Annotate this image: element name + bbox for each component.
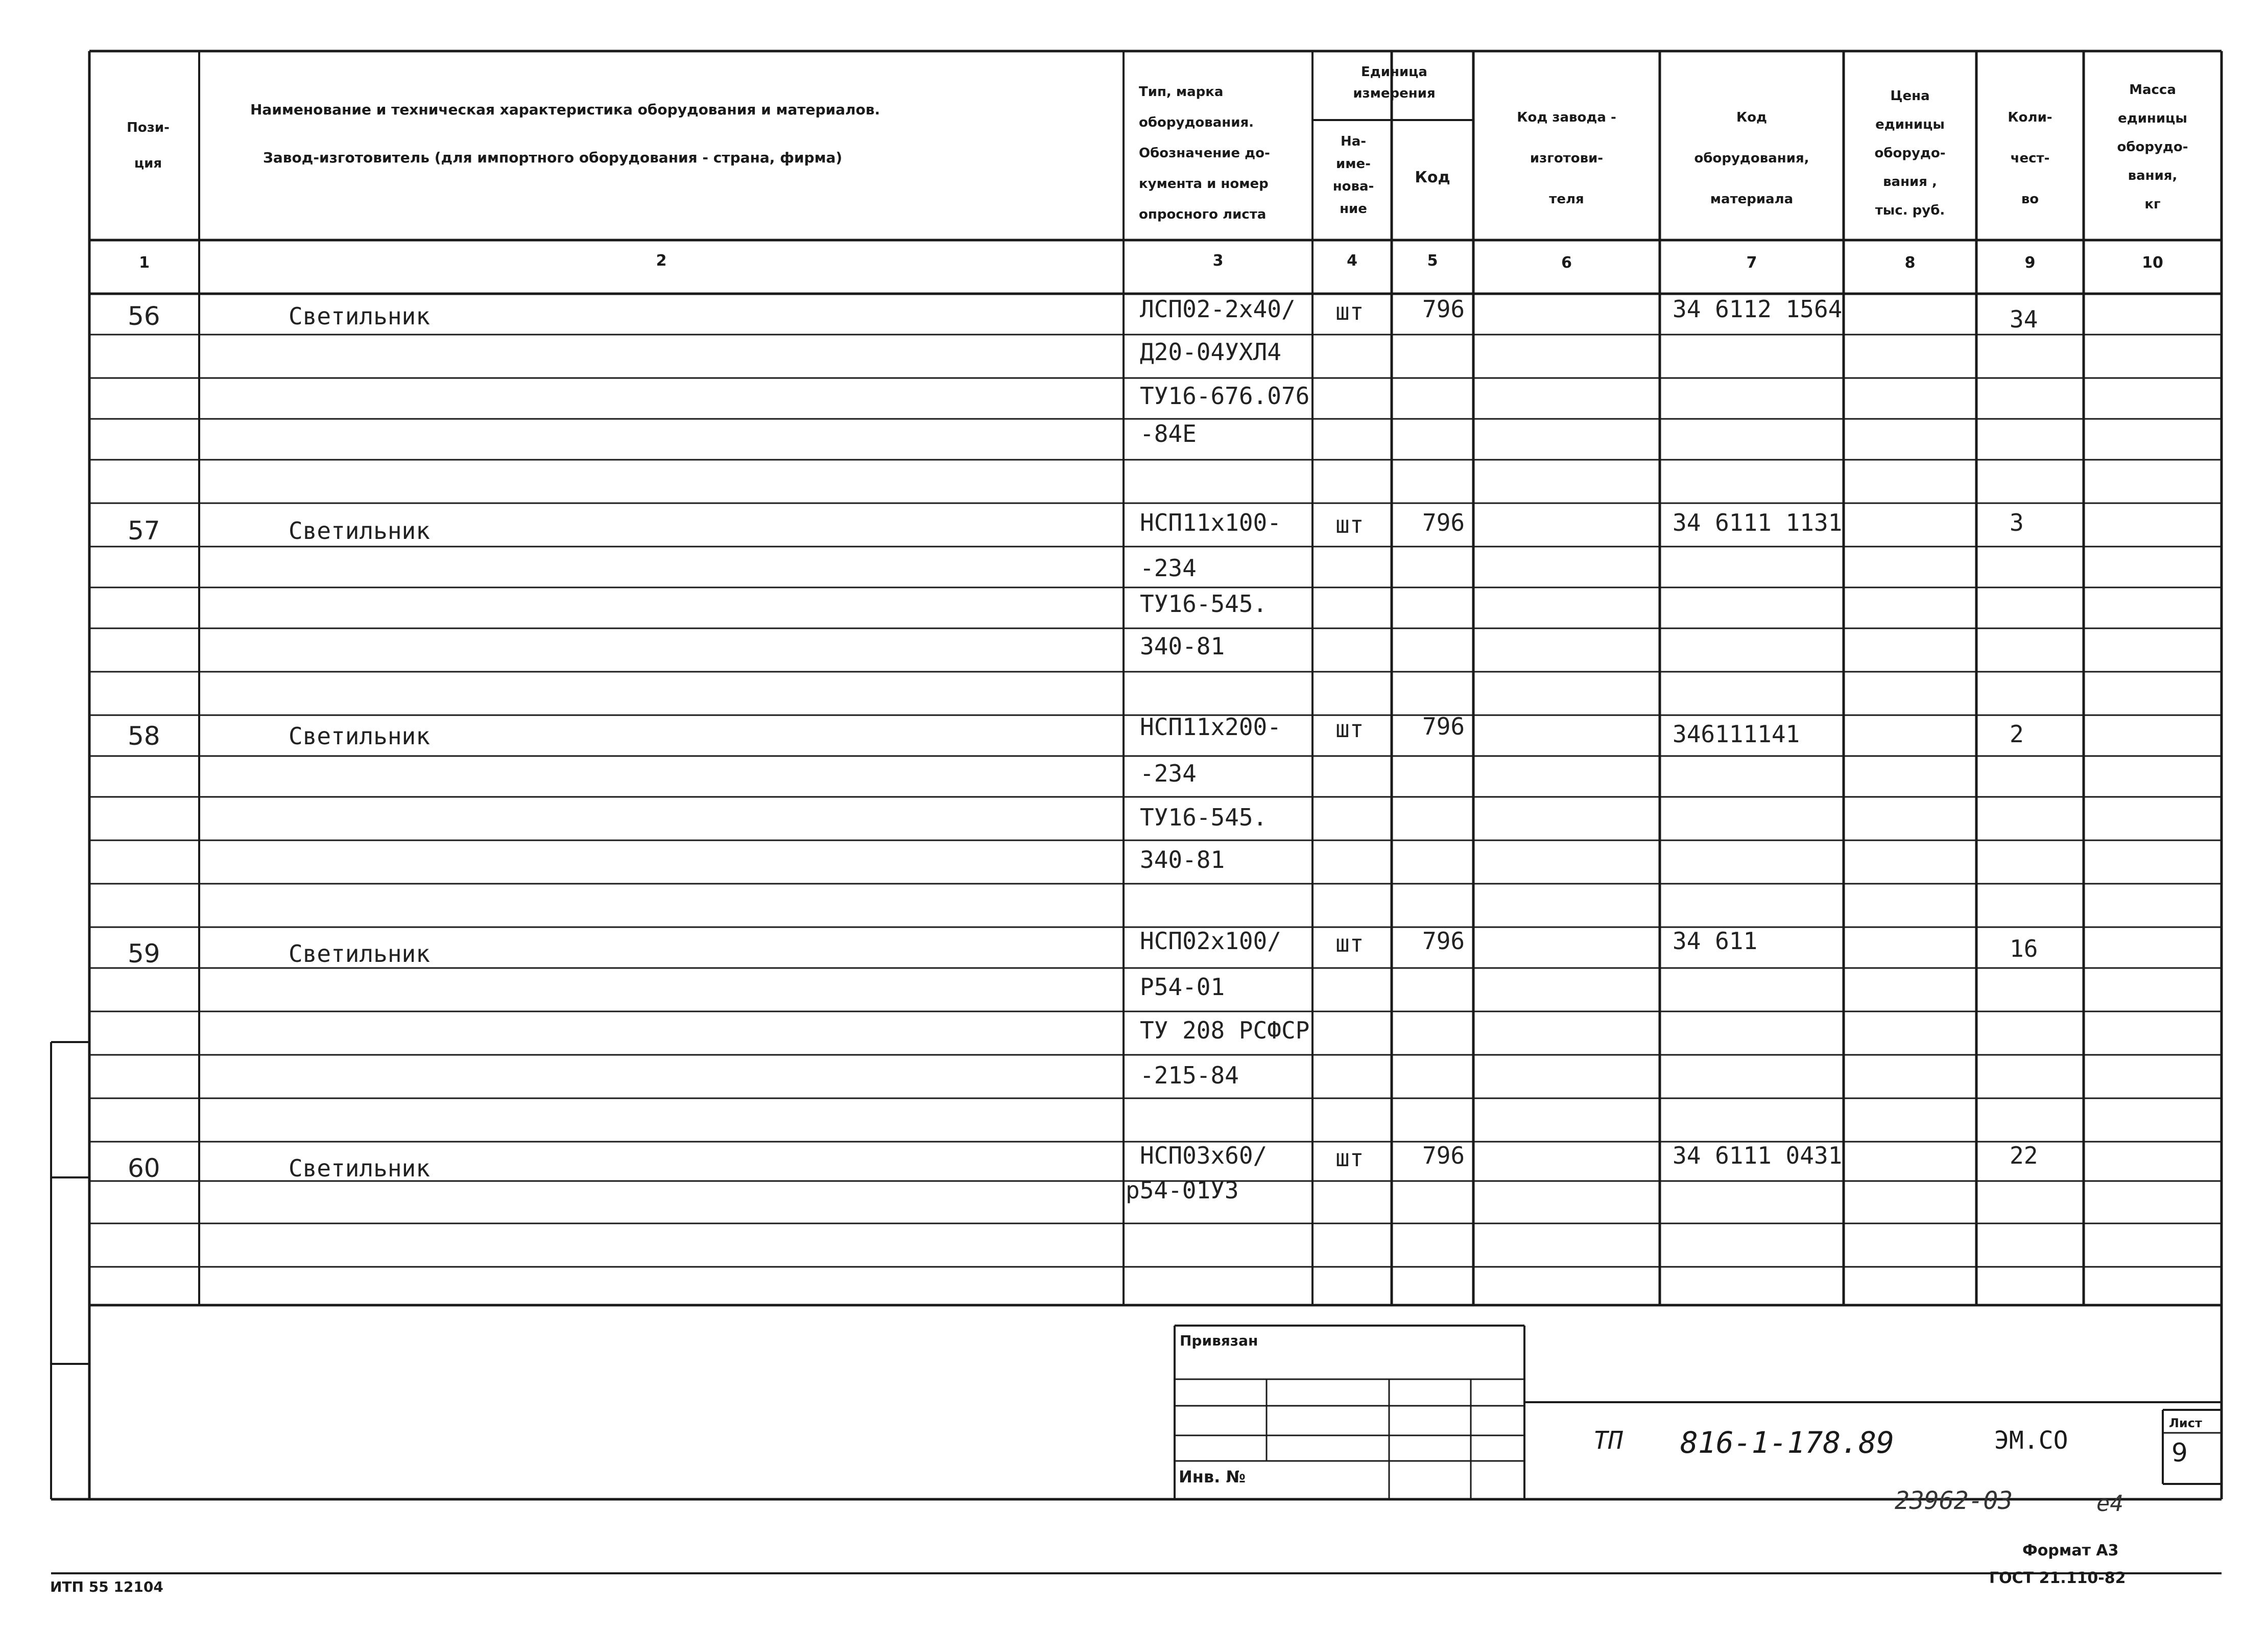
row-unit: шт	[1335, 930, 1364, 957]
footer-format: Формат А3	[2022, 1542, 2119, 1560]
header-factory-code: Код завода - изготови- теля	[1517, 110, 1616, 207]
row-type-line: НСП11х200-	[1140, 713, 1281, 741]
row-position: 59	[128, 939, 160, 969]
col-number: 3	[1212, 252, 1224, 270]
row-quantity: 3	[2010, 509, 2024, 536]
row-type-line: ТУ 208 РСФСР	[1140, 1017, 1310, 1044]
row-unit-code: 796	[1422, 713, 1465, 740]
header-quantity: Коли- чест- во	[2008, 110, 2052, 207]
footer-left-code: ИТП 55 12104	[50, 1578, 163, 1595]
header-unit-code: Код	[1415, 169, 1450, 186]
row-position: 60	[128, 1153, 160, 1183]
row-quantity: 16	[2010, 935, 2038, 962]
row-type-line: -234	[1140, 554, 1197, 582]
header-position: Пози- ция	[127, 120, 170, 171]
row-name: Светильник	[289, 940, 430, 967]
row-position: 58	[128, 721, 160, 751]
row-type-line: -215-84	[1140, 1061, 1239, 1089]
row-type-line: ТУ16-545.	[1140, 590, 1268, 618]
row-type-line: ТУ16-545.	[1140, 804, 1268, 831]
col-number: 10	[2142, 254, 2163, 272]
header-unit-price: Цена единицы оборудо- вания , тыс. руб.	[1874, 88, 1946, 218]
row-equipment-code: 346111141	[1673, 720, 1800, 748]
row-type-line: -84Е	[1140, 420, 1197, 447]
row-type-line: НСП02х100/	[1140, 927, 1281, 955]
row-quantity: 2	[2010, 720, 2024, 748]
col-number: 9	[2024, 254, 2036, 272]
row-name: Светильник	[289, 302, 430, 330]
row-position: 56	[128, 301, 160, 331]
row-type-line: НСП03х60/	[1140, 1142, 1268, 1169]
stamp-inventory: Инв. №	[1179, 1467, 1246, 1486]
stamp-tied: Привязан	[1180, 1332, 1258, 1349]
row-unit: шт	[1335, 511, 1364, 538]
row-quantity: 22	[2010, 1142, 2038, 1169]
header-unit-name: На- име- нова- ние	[1332, 134, 1374, 217]
row-type-line: ЛСП02-2х40/	[1140, 295, 1296, 323]
handwritten-reference: 23962-03	[1895, 1486, 2013, 1515]
row-unit-code: 796	[1422, 927, 1465, 955]
handwritten-mark: е4	[2096, 1491, 2123, 1517]
row-type-line: Д20-04УХЛ4	[1140, 338, 1281, 366]
row-unit: шт	[1335, 715, 1364, 743]
row-quantity: 34	[2010, 305, 2038, 333]
row-type-line: НСП11х100-	[1140, 509, 1281, 536]
header-name-line1: Наименование и техническая характеристика оборудования и материалов.	[250, 101, 880, 118]
row-name: Светильник	[289, 722, 430, 750]
row-unit-code: 796	[1422, 1142, 1465, 1169]
footer-gost: ГОСТ 21.110-82	[1989, 1569, 2126, 1587]
row-equipment-code: 34 6111 0431	[1673, 1142, 1843, 1169]
row-unit-code: 796	[1422, 295, 1465, 323]
col-number: 6	[1561, 254, 1572, 272]
row-unit-code: 796	[1422, 509, 1465, 536]
document-designation-code: ЭМ.СО	[1994, 1426, 2068, 1455]
col-number: 1	[139, 254, 150, 272]
row-type-line: 340-81	[1140, 846, 1225, 873]
row-position: 57	[128, 516, 160, 546]
header-unit-group: Единица измерения	[1353, 64, 1436, 101]
col-number: 4	[1347, 252, 1357, 270]
row-equipment-code: 34 6111 1131	[1673, 509, 1843, 536]
document-designation-tp: ТП	[1593, 1426, 1623, 1455]
row-unit: шт	[1335, 298, 1364, 325]
row-type-line: р54-01У3	[1126, 1176, 1239, 1204]
col-number: 5	[1427, 252, 1438, 270]
header-name-line2: Завод-изготовитель (для импортного оборудования - страна, фирма)	[263, 149, 843, 166]
row-type-line: -234	[1140, 760, 1197, 787]
header-mass: Масса единицы оборудо- вания, кг	[2117, 82, 2188, 212]
row-type-line: Р54-01	[1140, 973, 1225, 1001]
row-name: Светильник	[289, 517, 430, 545]
row-type-line: 340-81	[1140, 632, 1225, 660]
col-number: 7	[1746, 254, 1757, 272]
header-equipment-code: Код оборудования, материала	[1694, 110, 1809, 207]
document-designation-number: 816-1-178.89	[1680, 1425, 1895, 1460]
sheet-label: Лист	[2169, 1416, 2202, 1430]
row-equipment-code: 34 6112 1564	[1673, 295, 1843, 323]
col-number: 8	[1904, 254, 1916, 272]
header-type: Тип, марка оборудования. Обозначение до- кумента и номер опросного листа	[1139, 84, 1270, 222]
row-equipment-code: 34 611	[1673, 927, 1758, 955]
row-name: Светильник	[289, 1154, 430, 1182]
sheet-number: 9	[2171, 1438, 2188, 1468]
col-number: 2	[656, 252, 667, 270]
row-unit: шт	[1335, 1144, 1364, 1172]
row-type-line: ТУ16-676.076	[1140, 382, 1310, 410]
